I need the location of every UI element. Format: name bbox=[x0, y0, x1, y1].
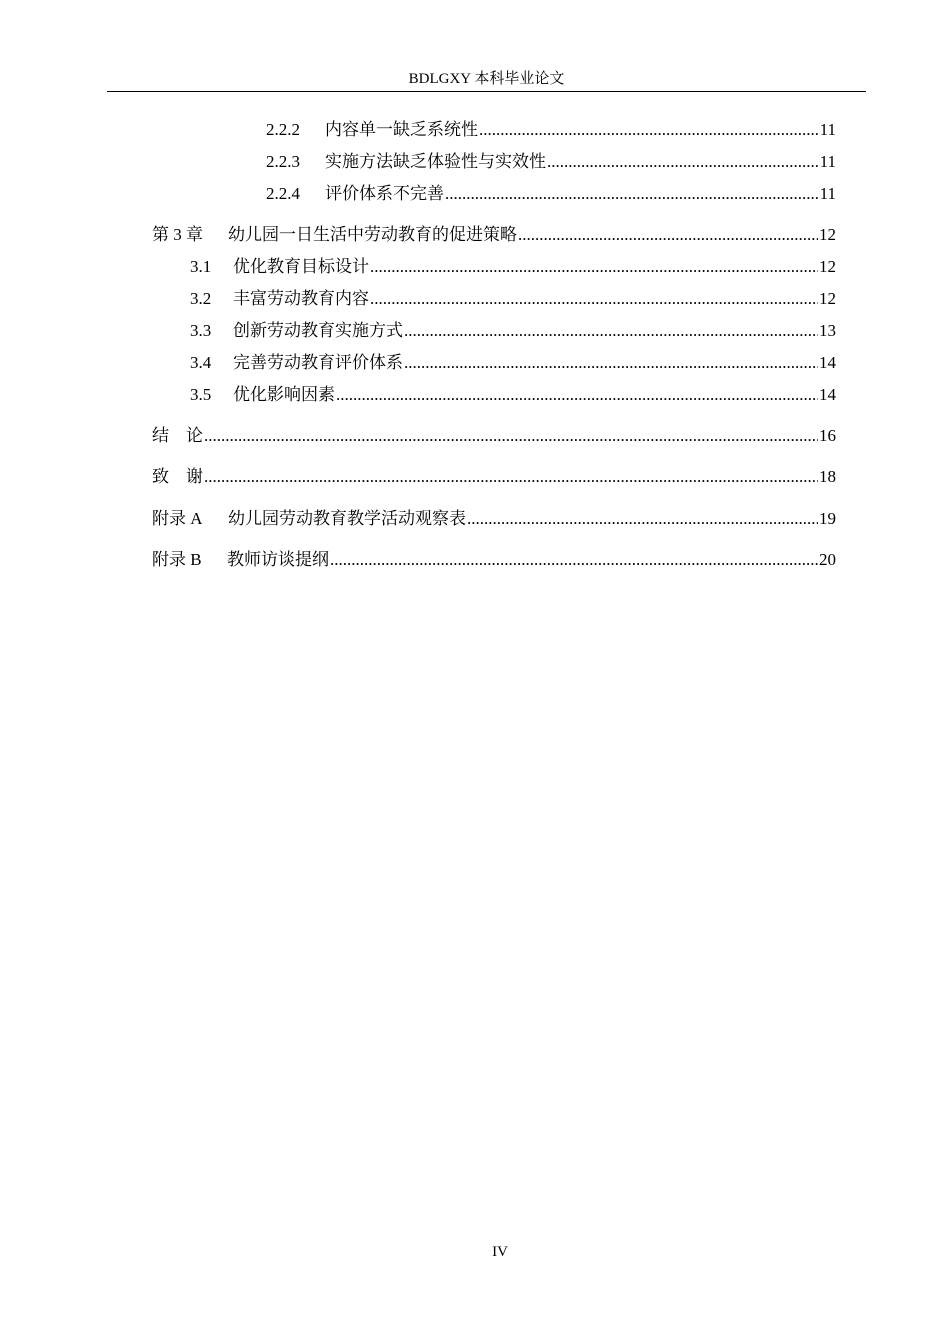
toc-number: 3.5 bbox=[190, 385, 212, 404]
toc-page-number: 11 bbox=[819, 184, 836, 203]
toc-dot-leader bbox=[370, 287, 818, 311]
toc-page-number: 12 bbox=[819, 225, 836, 244]
toc-entry-3-2[interactable] bbox=[190, 287, 836, 311]
toc-title: 幼儿园一日生活中劳动教育的促进策略 bbox=[228, 225, 517, 244]
toc-number: 3.1 bbox=[190, 257, 212, 276]
toc-page-number: 20 bbox=[819, 550, 836, 569]
toc-entry-2-2-4[interactable] bbox=[266, 182, 836, 206]
toc-page-number: 18 bbox=[819, 467, 836, 486]
toc-number: 3.2 bbox=[190, 289, 212, 308]
toc-entry-3-1[interactable] bbox=[190, 255, 836, 279]
toc-number: 3.3 bbox=[190, 321, 212, 340]
toc-page-number: 19 bbox=[819, 509, 836, 528]
toc-entry-3-3[interactable] bbox=[190, 319, 836, 343]
toc-entry-2-2-2[interactable] bbox=[266, 118, 836, 142]
toc-entry-chapter-3[interactable] bbox=[152, 223, 836, 247]
toc-number: 2.2.2 bbox=[266, 120, 300, 139]
toc-page-number: 14 bbox=[819, 353, 836, 372]
toc-title: 实施方法缺乏体验性与实效性 bbox=[325, 152, 546, 171]
toc-dot-leader bbox=[330, 548, 818, 572]
toc-number: 3.4 bbox=[190, 353, 212, 372]
toc-page-number: 12 bbox=[819, 257, 836, 276]
toc-page-number: 14 bbox=[819, 385, 836, 404]
toc-dot-leader bbox=[204, 465, 818, 489]
toc-title: 内容单一缺乏系统性 bbox=[325, 120, 478, 139]
running-header: BDLGXY 本科毕业论文 bbox=[408, 71, 565, 87]
toc-entry-3-4[interactable] bbox=[190, 351, 836, 375]
toc-entry-acknowledgements[interactable] bbox=[152, 465, 836, 489]
toc-number: 2.2.3 bbox=[266, 152, 300, 171]
toc-entry-conclusion[interactable] bbox=[152, 424, 836, 448]
toc-title: 幼儿园劳动教育教学活动观察表 bbox=[228, 509, 466, 528]
toc-entry-3-5[interactable] bbox=[190, 383, 836, 407]
toc-title: 优化影响因素 bbox=[233, 385, 335, 404]
toc-number: 附录 B bbox=[152, 550, 202, 569]
toc-title: 丰富劳动教育内容 bbox=[233, 289, 369, 308]
toc-dot-leader bbox=[336, 383, 818, 407]
toc-page-number: 12 bbox=[819, 289, 836, 308]
toc-entry-appendix-b[interactable] bbox=[152, 548, 836, 572]
toc-number: 2.2.4 bbox=[266, 184, 300, 203]
toc-title: 教师访谈提纲 bbox=[227, 550, 329, 569]
toc-page-number: 13 bbox=[819, 321, 836, 340]
toc-entry-2-2-3[interactable] bbox=[266, 150, 836, 174]
toc-dot-leader bbox=[370, 255, 818, 279]
toc-number: 第 3 章 bbox=[152, 225, 203, 244]
toc-title: 致 谢 bbox=[152, 467, 203, 486]
toc-dot-leader bbox=[404, 319, 818, 343]
toc-page-number: 11 bbox=[819, 120, 836, 139]
toc-page-number: 16 bbox=[819, 426, 836, 445]
toc-title: 创新劳动教育实施方式 bbox=[233, 321, 403, 340]
toc-title: 评价体系不完善 bbox=[325, 184, 444, 203]
toc-dot-leader bbox=[467, 507, 818, 531]
toc-number: 附录 A bbox=[152, 509, 203, 528]
page-number-footer: IV bbox=[492, 1244, 508, 1260]
toc-dot-leader bbox=[547, 150, 819, 174]
toc-title: 结 论 bbox=[152, 426, 203, 445]
toc-dot-leader bbox=[404, 351, 818, 375]
toc-dot-leader bbox=[518, 223, 818, 247]
toc-page-number: 11 bbox=[819, 152, 836, 171]
toc-title: 完善劳动教育评价体系 bbox=[233, 353, 403, 372]
toc-dot-leader bbox=[204, 424, 818, 448]
toc-title: 优化教育目标设计 bbox=[233, 257, 369, 276]
toc-dot-leader bbox=[479, 118, 819, 142]
toc-entry-appendix-a[interactable] bbox=[152, 507, 836, 531]
toc-dot-leader bbox=[445, 182, 819, 206]
